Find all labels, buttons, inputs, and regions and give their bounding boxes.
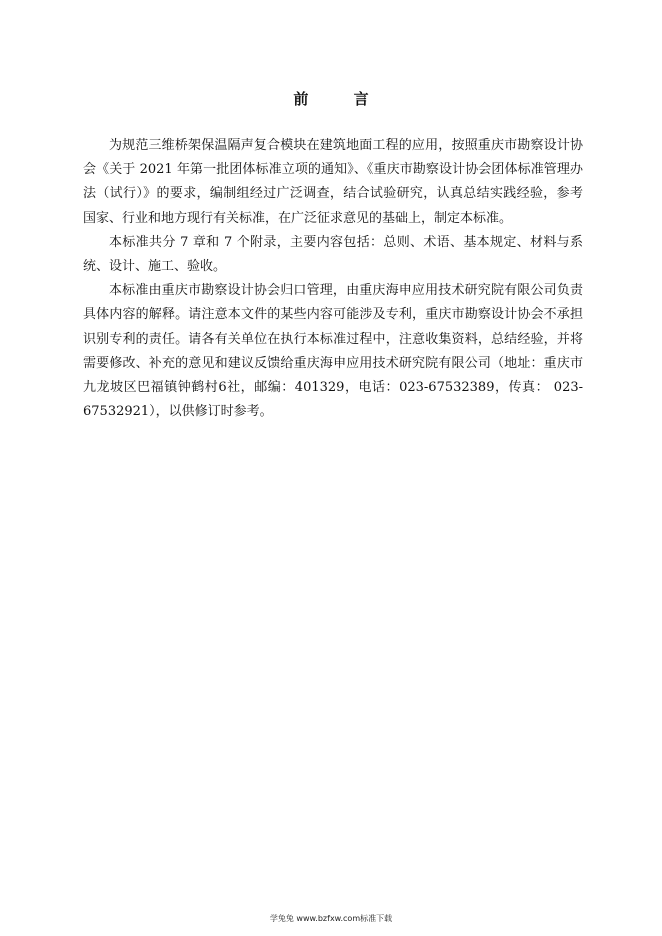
body-text bbox=[83, 134, 583, 424]
paragraph-purpose: 为规范三维桥架保温隔声复合模块在建筑地面工程的应用，按照重庆市勘察设计协会《关于 2021 年第一批团体标准立项的通知》、《重庆市勘察设计协会团体标准管理办法（试行）》的要求，编制组经过广泛调查，结合试验研究，认真总结实践经验，参考国家、行业和地方现行有关标准，在广泛征求意见的基础上，制定本标准。 bbox=[83, 138, 583, 226]
paragraph-contents: 本标准共分 7 章和 7 个附录，主要内容包括：总则、术语、基本规定、材料与系统、设计、施工、验收。 bbox=[83, 234, 583, 275]
page-title: 前 言 bbox=[293, 90, 389, 108]
footer-watermark: 学兔兔 www.bzfxw.com标准下载 bbox=[269, 914, 393, 923]
paragraph-management: 本标准由重庆市勘察设计协会归口管理，由重庆海申应用技术研究院有限公司负责具体内容的解释。请注意本文件的某些内容可能涉及专利，重庆市勘察设计协会不承担识别专利的责任。请各有关单位在执行本标准过程中，注意收集资料，总结经验，并将需要修改、补充的意见和建议反馈给重庆海申应用技术研究院有限公司（地址：重庆市九龙坡区巴福镇钟鹤村6社，邮编：401329，电话：023-67532389，传真： 023-67532921），以供修订时参考。 bbox=[83, 283, 583, 420]
